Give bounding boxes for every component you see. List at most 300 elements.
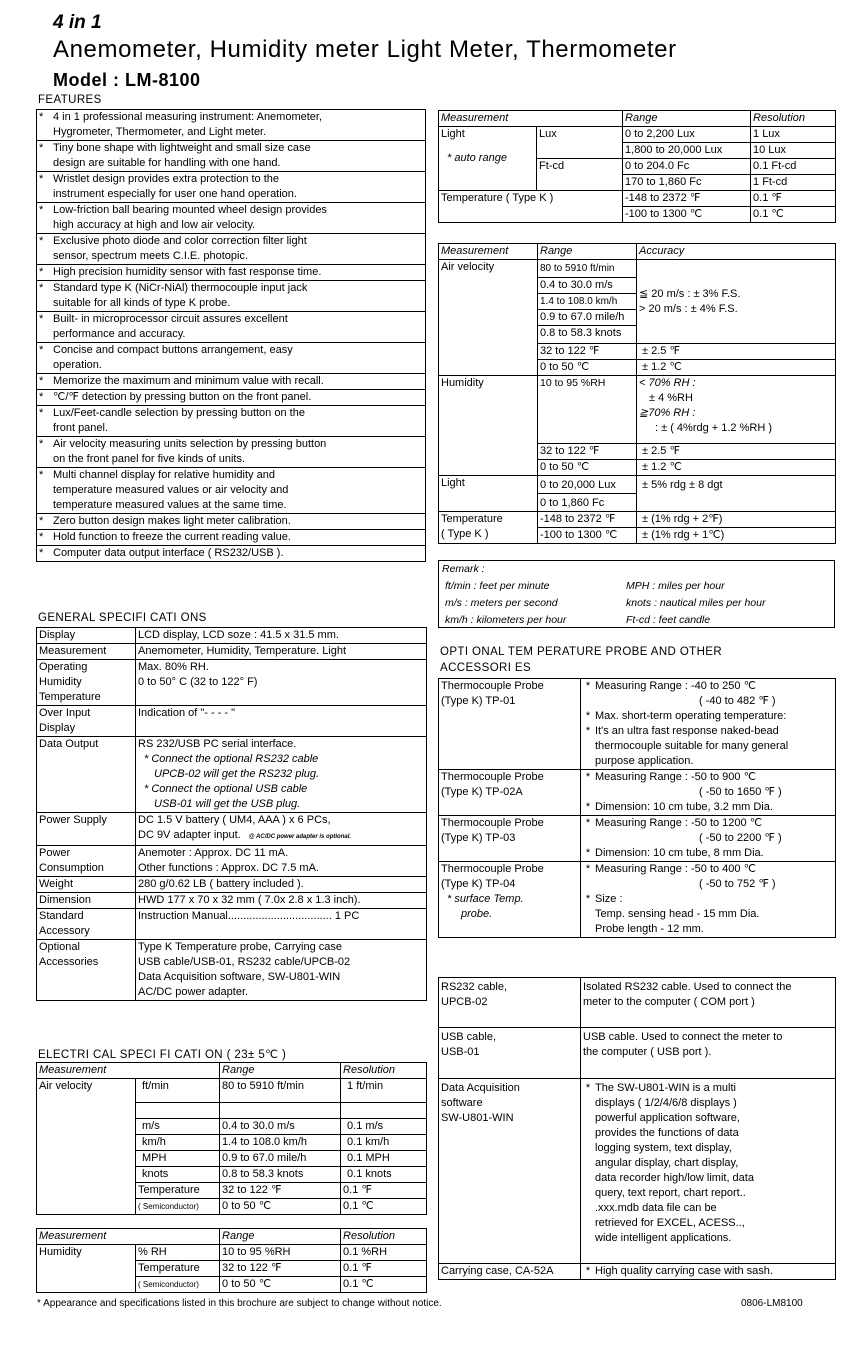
spec-row bbox=[37, 706, 427, 737]
range-cell: 32 to 122 ℉ bbox=[538, 344, 637, 360]
range-cell: 0 to 50 ℃ bbox=[538, 360, 637, 376]
accessory-detail-text: retrieved for EXCEL, ACESS.., bbox=[595, 1217, 745, 1229]
range-cell: 1,800 to 20,000 Lux bbox=[623, 143, 751, 159]
feature-text: Tiny bone shape with lightweight and small size case bbox=[53, 142, 311, 154]
feature-text: sensor, spectrum meets C.I.E. photopic. bbox=[53, 250, 249, 262]
feature-text: Zero button design makes light meter calibration. bbox=[53, 515, 291, 527]
spec-value-text: Data Acquisition software, SW-U801-WIN bbox=[138, 971, 341, 983]
spec-value bbox=[136, 940, 427, 1001]
temperature-label: Temperature bbox=[441, 513, 503, 525]
temperature-label: Temperature bbox=[136, 1183, 220, 1199]
probe-detail-text: ( -40 to 482 ℉ ) bbox=[699, 695, 776, 707]
col-header: Resolution bbox=[341, 1063, 427, 1079]
probe-detail-text: ( -50 to 2200 ℉ ) bbox=[699, 832, 782, 844]
feature-item bbox=[37, 437, 426, 468]
resolution-cell: 1 Ft-cd bbox=[751, 175, 836, 191]
probes-heading-2: ACCESSORI ES bbox=[440, 662, 532, 674]
probe-details bbox=[581, 862, 836, 938]
feature-item bbox=[37, 546, 426, 562]
general-heading: GENERAL SPECIFI CATI ONS bbox=[38, 612, 207, 624]
col-header: Measurement bbox=[37, 1229, 220, 1245]
probe-detail-text: thermocouple suitable for many general bbox=[595, 740, 789, 752]
spec-key-text: Consumption bbox=[39, 862, 104, 874]
type-k-label: ( Type K ) bbox=[441, 528, 489, 540]
feature-text: Low-friction ball bearing mounted wheel design provides bbox=[53, 204, 327, 216]
bullet: * bbox=[39, 407, 44, 419]
spec-key bbox=[37, 909, 136, 940]
accessory-name bbox=[439, 978, 581, 1028]
feature-text: Air velocity measuring units selection by pressing button bbox=[53, 438, 327, 450]
range-cell: 10 to 95 %RH bbox=[220, 1245, 341, 1261]
spec-value-text: DC 9V adapter input. bbox=[138, 829, 241, 841]
resolution-cell: 0.1 Ft-cd bbox=[751, 159, 836, 175]
accessory-name-text: Data Acquisition bbox=[441, 1082, 520, 1094]
feature-row bbox=[37, 172, 426, 203]
accuracy-cell: > 20 m/s : ± 4% F.S. bbox=[639, 302, 738, 315]
semiconductor-label: ( Semiconductor) bbox=[136, 1199, 220, 1215]
bullet: * bbox=[585, 801, 591, 813]
probe-detail-text: It's an ultra fast response naked-bead bbox=[595, 725, 779, 737]
feature-text: suitable for all kinds of type K probe. bbox=[53, 297, 231, 309]
spec-key-text: Over Input bbox=[39, 707, 91, 719]
spec-value-text: Indication of "- - - - " bbox=[138, 707, 236, 719]
spec-row bbox=[37, 909, 427, 940]
spec-key bbox=[37, 846, 136, 877]
bullet: * bbox=[39, 438, 44, 450]
range-cell: 0.9 to 67.0 mile/h bbox=[538, 310, 637, 326]
accessory-detail-text: wide intelligent applications. bbox=[595, 1232, 732, 1244]
footer-code: 0806-LM8100 bbox=[741, 1298, 803, 1309]
range-cell: 80 to 5910 ft/min bbox=[220, 1079, 341, 1103]
spec-key bbox=[37, 737, 136, 813]
electrical-air-table bbox=[36, 1062, 427, 1215]
spec-value-text: USB-01 will get the USB plug. bbox=[154, 798, 301, 810]
spec-key-text: Humidity bbox=[39, 676, 82, 688]
feature-item bbox=[37, 110, 426, 141]
col-header: Range bbox=[538, 244, 637, 260]
accessory-detail-text: powerful application software, bbox=[595, 1112, 740, 1124]
accuracy-cell: : ± ( 4%rdg + 1.2 %RH ) bbox=[655, 422, 772, 434]
spec-key-text: Operating bbox=[39, 661, 88, 673]
accuracy-cell: ≦ 20 m/s : ± 3% F.S. bbox=[639, 287, 741, 300]
electrical-heading: ELECTRI CAL SPECI FI CATI ON ( 23± 5℃ ) bbox=[38, 1049, 287, 1061]
feature-text: ℃/℉ detection by pressing button on the front panel. bbox=[53, 391, 312, 403]
bullet: * bbox=[39, 391, 44, 403]
spec-row bbox=[37, 893, 427, 909]
feature-row bbox=[37, 437, 426, 468]
feature-row bbox=[37, 141, 426, 172]
feature-row bbox=[37, 110, 426, 141]
spec-value bbox=[136, 909, 427, 940]
col-header: Resolution bbox=[341, 1229, 427, 1245]
feature-text: Exclusive photo diode and color correction filter light bbox=[53, 235, 307, 247]
probe-details bbox=[581, 816, 836, 862]
accessory-detail-text: angular display, chart display, bbox=[595, 1157, 739, 1169]
accessory-row bbox=[439, 1028, 836, 1079]
spec-row bbox=[37, 628, 427, 644]
accessory-detail-text: the computer ( USB port ). bbox=[583, 1046, 712, 1058]
range-cell: 0.8 to 58.3 knots bbox=[220, 1167, 341, 1183]
spec-value-text: * Connect the optional RS232 cable bbox=[144, 753, 319, 765]
probe-name-text: (Type K) TP-01 bbox=[441, 695, 516, 707]
feature-item bbox=[37, 374, 426, 390]
unit-cell: Temperature bbox=[136, 1261, 220, 1277]
probe-name-text: Thermocouple Probe bbox=[441, 680, 544, 692]
resolution-cell: 0.1 ℉ bbox=[751, 191, 836, 207]
spec-value-text: HWD 177 x 70 x 32 mm ( 7.0x 2.8 x 1.3 inch). bbox=[138, 894, 361, 906]
probe-details bbox=[581, 679, 836, 770]
spec-value bbox=[136, 644, 427, 660]
ftcd-label: Ft-cd bbox=[537, 159, 623, 191]
feature-item bbox=[37, 203, 426, 234]
accuracy-cell: ± 1.2 ℃ bbox=[637, 460, 836, 476]
accessory-name-text: USB cable, bbox=[441, 1031, 497, 1043]
accuracy-cell: ± 2.5 ℉ bbox=[637, 344, 836, 360]
feature-row bbox=[37, 203, 426, 234]
feature-row bbox=[37, 406, 426, 437]
electrical-humidity-table bbox=[36, 1228, 427, 1293]
spec-key bbox=[37, 940, 136, 1001]
range-cell: 0.4 to 30.0 m/s bbox=[538, 278, 637, 294]
spec-value bbox=[136, 737, 427, 813]
range-cell: 32 to 122 ℉ bbox=[220, 1261, 341, 1277]
resolution-table bbox=[438, 110, 836, 223]
probe-row bbox=[439, 679, 836, 770]
feature-row bbox=[37, 530, 426, 546]
spec-key-text: Optional bbox=[39, 941, 80, 953]
probe-detail-text: Probe length - 12 mm. bbox=[595, 923, 704, 935]
range-cell: 0 to 1,860 Fc bbox=[538, 494, 637, 512]
remark-title: Remark : bbox=[442, 563, 485, 575]
model-label: Model : LM-8100 bbox=[53, 70, 201, 90]
accuracy-cell: ± (1% rdg + 1℃) bbox=[637, 528, 836, 544]
accessory-name-text: Carrying case, CA-52A bbox=[441, 1265, 554, 1277]
features-heading: FEATURES bbox=[38, 94, 102, 106]
resolution-cell: 0.1 ℃ bbox=[341, 1199, 427, 1215]
unit-cell: % RH bbox=[136, 1245, 220, 1261]
probe-row bbox=[439, 816, 836, 862]
spec-row bbox=[37, 940, 427, 1001]
temperature-label: Temperature ( Type K ) bbox=[439, 191, 623, 223]
spec-key-text: Measurement bbox=[39, 645, 107, 657]
feature-item bbox=[37, 514, 426, 530]
unit-cell: m/s bbox=[136, 1119, 220, 1135]
bullet: * bbox=[585, 893, 591, 905]
spec-key bbox=[37, 660, 136, 706]
bullet: * bbox=[39, 142, 44, 154]
spec-value bbox=[136, 660, 427, 706]
range-cell: 32 to 122 ℉ bbox=[538, 444, 637, 460]
bullet: * bbox=[39, 313, 44, 325]
range-cell: 1.4 to 108.0 km/h bbox=[220, 1135, 341, 1151]
accessory-name-text: software bbox=[441, 1097, 483, 1109]
probe-name bbox=[439, 816, 581, 862]
spec-row bbox=[37, 660, 427, 706]
range-cell: -100 to 1300 ℃ bbox=[538, 528, 637, 544]
probe-name bbox=[439, 770, 581, 816]
spec-value bbox=[136, 846, 427, 877]
bullet: * bbox=[585, 1082, 591, 1094]
range-cell: 10 to 95 %RH bbox=[538, 376, 637, 444]
accessory-detail-text: logging system, text display, bbox=[595, 1142, 732, 1154]
range-cell: -100 to 1300 ℃ bbox=[623, 207, 751, 223]
col-header: Range bbox=[220, 1063, 341, 1079]
feature-text: high accuracy at high and low air velocity. bbox=[53, 219, 256, 231]
range-cell: 1.4 to 108.0 km/h bbox=[538, 294, 637, 310]
bullet: * bbox=[39, 344, 44, 356]
resolution-cell: 1 Lux bbox=[751, 127, 836, 143]
accessories-table bbox=[438, 977, 836, 1280]
feature-item bbox=[37, 530, 426, 546]
spec-key-text: Display bbox=[39, 629, 76, 641]
accessory-row bbox=[439, 978, 836, 1028]
spec-value bbox=[136, 706, 427, 737]
range-cell: 0.8 to 58.3 knots bbox=[538, 326, 637, 344]
feature-text: Hold function to freeze the current reading value. bbox=[53, 531, 291, 543]
col-header: Resolution bbox=[751, 111, 836, 127]
accessory-detail-text: Isolated RS232 cable. Used to connect the bbox=[583, 981, 792, 993]
probe-name-text: Thermocouple Probe bbox=[441, 863, 544, 875]
spec-key bbox=[37, 644, 136, 660]
spec-key-text: Temperature bbox=[39, 691, 101, 703]
feature-item bbox=[37, 234, 426, 265]
resolution-cell: 0.1 ℉ bbox=[341, 1183, 427, 1199]
accessory-detail-text: USB cable. Used to connect the meter to bbox=[583, 1031, 783, 1043]
bullet: * bbox=[39, 173, 44, 185]
feature-row bbox=[37, 343, 426, 374]
feature-text: 4 in 1 professional measuring instrument: Anemometer, bbox=[53, 111, 323, 123]
resolution-cell: 0.1 knots bbox=[341, 1167, 427, 1183]
spec-key-text: Accessories bbox=[39, 956, 99, 968]
resolution-cell: 0.1 MPH bbox=[341, 1151, 427, 1167]
probe-details bbox=[581, 770, 836, 816]
probe-detail-text: Temp. sensing head - 15 mm Dia. bbox=[595, 908, 760, 920]
spec-row bbox=[37, 737, 427, 813]
feature-text: design are suitable for handling with one hand. bbox=[53, 157, 281, 169]
probe-name-text: * surface Temp. bbox=[447, 893, 524, 905]
spec-row bbox=[37, 877, 427, 893]
probe-detail-text: ( -50 to 752 ℉ ) bbox=[699, 878, 776, 890]
bullet: * bbox=[585, 680, 591, 692]
feature-text: Memorize the maximum and minimum value with recall. bbox=[53, 375, 324, 387]
remark-item: m/s : meters per second bbox=[445, 597, 558, 609]
feature-item bbox=[37, 172, 426, 203]
spec-key-text: Standard bbox=[39, 910, 84, 922]
probe-name-text: (Type K) TP-03 bbox=[441, 832, 516, 844]
accuracy-cell: ± 4 %RH bbox=[649, 392, 693, 404]
remark-item: ft/min : feet per minute bbox=[445, 580, 550, 592]
remark-item: MPH : miles per hour bbox=[626, 580, 725, 592]
feature-text: Computer data output interface ( RS232/USB ). bbox=[53, 547, 284, 559]
feature-row bbox=[37, 514, 426, 530]
col-header: Measurement bbox=[439, 111, 623, 127]
probe-detail-text: Dimension: 10 cm tube, 8 mm Dia. bbox=[595, 847, 764, 859]
accessory-name-text: SW-U801-WIN bbox=[441, 1112, 514, 1124]
resolution-cell: 0.1 km/h bbox=[341, 1135, 427, 1151]
bullet: * bbox=[39, 515, 44, 527]
probe-detail-text: purpose application. bbox=[595, 755, 694, 767]
range-cell: 170 to 1,860 Fc bbox=[623, 175, 751, 191]
spec-value-text: DC 1.5 V battery ( UM4, AAA ) x 6 PCs, bbox=[138, 814, 331, 826]
feature-text: Concise and compact buttons arrangement, easy bbox=[53, 344, 293, 356]
bullet: * bbox=[585, 771, 591, 783]
spec-value bbox=[136, 628, 427, 644]
probe-name-text: Thermocouple Probe bbox=[441, 771, 544, 783]
probe-detail-text: Dimension: 10 cm tube, 3.2 mm Dia. bbox=[595, 801, 773, 813]
bullet: * bbox=[39, 266, 44, 278]
range-cell: 0 to 50 ℃ bbox=[538, 460, 637, 476]
air-velocity-label: Air velocity bbox=[37, 1079, 136, 1215]
accessory-detail-text: data recorder high/low limit, data bbox=[595, 1172, 754, 1184]
feature-item bbox=[37, 390, 426, 406]
probe-name bbox=[439, 679, 581, 770]
accessory-details bbox=[581, 1079, 836, 1264]
col-header: Range bbox=[220, 1229, 341, 1245]
spec-value-text: Other functions : Approx. DC 7.5 mA. bbox=[138, 862, 319, 874]
probe-name-text: probe. bbox=[461, 908, 493, 920]
accuracy-cell: ≧70% RH : bbox=[639, 407, 696, 419]
probe-detail-text: Size : bbox=[595, 893, 623, 905]
spec-value-text: LCD display, LCD soze : 41.5 x 31.5 mm. bbox=[138, 629, 339, 641]
accessory-details bbox=[581, 1028, 836, 1079]
feature-text: Built- in microprocessor circuit assures excellent bbox=[53, 313, 288, 325]
range-cell: 0 to 50 ℃ bbox=[220, 1199, 341, 1215]
bullet: * bbox=[585, 847, 591, 859]
accessory-name-text: RS232 cable, bbox=[441, 981, 508, 993]
feature-text: Multi channel display for relative humidity and bbox=[53, 469, 275, 481]
probe-detail-text: Measuring Range : -50 to 400 ℃ bbox=[595, 863, 756, 875]
spec-key bbox=[37, 813, 136, 846]
feature-text: temperature measured values at the same time. bbox=[53, 499, 287, 511]
probe-detail-text: Max. short-term operating temperature: bbox=[595, 710, 787, 722]
feature-row bbox=[37, 265, 426, 281]
probe-name-text: Thermocouple Probe bbox=[441, 817, 544, 829]
range-cell: 32 to 122 ℉ bbox=[220, 1183, 341, 1199]
col-header: Accuracy bbox=[637, 244, 836, 260]
accessory-detail-text: .xxx.mdb data file can be bbox=[595, 1202, 717, 1214]
feature-text: operation. bbox=[53, 359, 102, 371]
bullet: * bbox=[585, 1265, 591, 1277]
bullet: * bbox=[585, 817, 591, 829]
accessory-detail-text: The SW-U801-WIN is a multi bbox=[595, 1082, 736, 1094]
spec-value bbox=[136, 877, 427, 893]
bullet: * bbox=[39, 282, 44, 294]
spec-value-text: Type K Temperature probe, Carrying case bbox=[138, 941, 343, 953]
col-header: Range bbox=[623, 111, 751, 127]
auto-range-note: * auto range bbox=[447, 152, 507, 164]
remark-item: Ft-cd : feet candle bbox=[626, 614, 711, 626]
spec-key-text: Power bbox=[39, 847, 71, 859]
feature-text: temperature measured values or air velocity and bbox=[53, 484, 289, 496]
spec-key bbox=[37, 628, 136, 644]
feature-row bbox=[37, 468, 426, 514]
light-label: Light bbox=[439, 476, 538, 512]
spec-value-text: AC/DC power adapter. bbox=[138, 986, 249, 998]
feature-item bbox=[37, 265, 426, 281]
feature-item bbox=[37, 281, 426, 312]
spec-value-text: USB cable/USB-01, RS232 cable/UPCB-02 bbox=[138, 956, 351, 968]
spec-value bbox=[136, 893, 427, 909]
bullet: * bbox=[585, 863, 591, 875]
feature-item bbox=[37, 141, 426, 172]
probes-heading: OPTI ONAL TEM PERATURE PROBE AND OTHER bbox=[440, 646, 723, 658]
unit-cell: ft/min bbox=[136, 1079, 220, 1103]
resolution-cell: 1 ft/min bbox=[341, 1079, 427, 1103]
range-cell: -148 to 2372 ℉ bbox=[538, 512, 637, 528]
bullet: * bbox=[585, 710, 591, 722]
bullet: * bbox=[39, 547, 44, 559]
feature-row bbox=[37, 390, 426, 406]
accessory-detail-text: query, text report, chart report.. bbox=[595, 1187, 746, 1199]
accessory-detail-text: High quality carrying case with sash. bbox=[595, 1265, 773, 1277]
spec-key bbox=[37, 877, 136, 893]
accuracy-cell: ± 1.2 ℃ bbox=[637, 360, 836, 376]
accessory-name-text: UPCB-02 bbox=[441, 996, 488, 1008]
feature-text: performance and accuracy. bbox=[53, 328, 186, 340]
page-title: Anemometer, Humidity meter Light Meter, Thermometer bbox=[53, 36, 677, 63]
feature-row bbox=[37, 312, 426, 343]
humidity-label: Humidity bbox=[439, 376, 538, 476]
lux-label: Lux bbox=[537, 127, 623, 159]
spec-value-text: 0 to 50° C (32 to 122° F) bbox=[138, 676, 258, 688]
accuracy-cell: ± 5% rdg ± 8 dgt bbox=[637, 476, 836, 512]
range-cell: 0.9 to 67.0 mile/h bbox=[220, 1151, 341, 1167]
feature-text: on the front panel for five kinds of units. bbox=[53, 453, 246, 465]
probes-table bbox=[438, 678, 836, 938]
feature-text: Wristlet design provides extra protection to the bbox=[53, 173, 280, 185]
resolution-cell: 0.1 ℉ bbox=[341, 1261, 427, 1277]
accessory-name bbox=[439, 1028, 581, 1079]
feature-item bbox=[37, 343, 426, 374]
bullet: * bbox=[39, 111, 44, 123]
humidity-label: Humidity bbox=[37, 1245, 136, 1293]
range-cell: -148 to 2372 ℉ bbox=[623, 191, 751, 207]
bullet: * bbox=[585, 725, 591, 737]
air-velocity-label: Air velocity bbox=[439, 260, 538, 376]
spec-row bbox=[37, 644, 427, 660]
feature-text: Hygrometer, Thermometer, and Light meter. bbox=[53, 126, 267, 138]
resolution-cell: 0.1 m/s bbox=[341, 1119, 427, 1135]
accessory-name bbox=[439, 1264, 581, 1280]
accuracy-cell: ± 2.5 ℉ bbox=[637, 444, 836, 460]
feature-text: Standard type K (NiCr-NiAl) thermocouple input jack bbox=[53, 282, 308, 294]
accessory-row bbox=[439, 1079, 836, 1264]
accessory-detail-text: meter to the computer ( COM port ) bbox=[583, 996, 755, 1008]
probe-row bbox=[439, 770, 836, 816]
remark-item: km/h : kilometers per hour bbox=[445, 614, 567, 626]
spec-key bbox=[37, 706, 136, 737]
feature-row bbox=[37, 546, 426, 562]
footer-note: * Appearance and specifications listed in this brochure are subject to change without notice. bbox=[37, 1298, 442, 1309]
accessory-name bbox=[439, 1079, 581, 1264]
semiconductor-label: ( Semiconductor) bbox=[136, 1277, 220, 1293]
spec-key-text: Data Output bbox=[39, 738, 99, 750]
feature-text: High precision humidity sensor with fast response time. bbox=[53, 266, 322, 278]
spec-value-text: UPCB-02 will get the RS232 plug. bbox=[154, 768, 320, 780]
bullet: * bbox=[39, 531, 44, 543]
adapter-note: @ AC/DC power adapter is optional. bbox=[248, 834, 352, 840]
bullet: * bbox=[39, 469, 44, 481]
unit-cell: km/h bbox=[136, 1135, 220, 1151]
spec-row bbox=[37, 813, 427, 846]
spec-value-text: * Connect the optional USB cable bbox=[144, 783, 308, 795]
spec-value bbox=[136, 813, 427, 846]
features-table bbox=[36, 109, 426, 562]
light-label: Light bbox=[441, 128, 465, 140]
feature-row bbox=[37, 234, 426, 265]
range-cell: 80 to 5910 ft/min bbox=[538, 260, 637, 278]
col-header: Measurement bbox=[37, 1063, 220, 1079]
